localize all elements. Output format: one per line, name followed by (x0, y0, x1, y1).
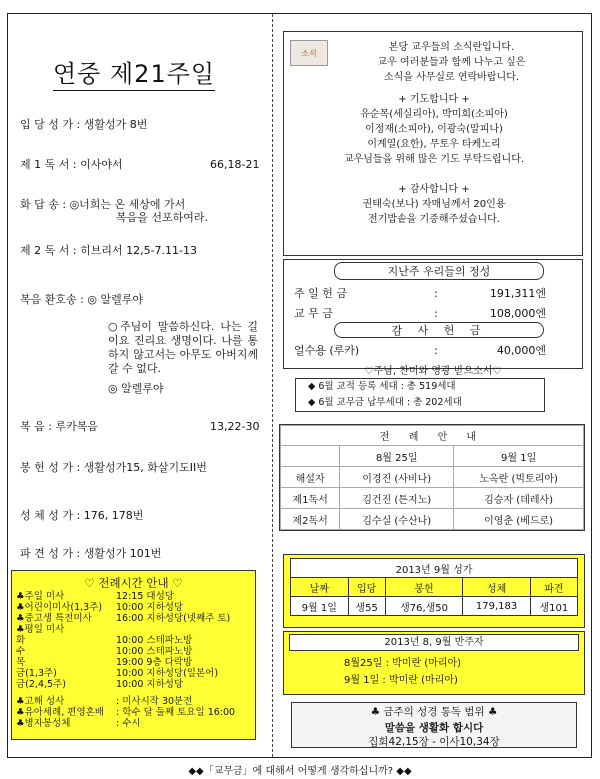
service-person: 노옥란 (빅토리아) (454, 467, 584, 488)
schedule-item: ♣병자봉성체 (16, 718, 71, 729)
hymn-cell: 생55 (348, 597, 385, 616)
schedule-time: 12:15 대성당 (116, 591, 174, 602)
hymn-cell: 179,183 (463, 597, 530, 616)
service-row (281, 467, 584, 488)
schedule-time: 10:00 지하성당 (116, 602, 184, 613)
scripture-range: 집회42,15장 - 이사10,34장 (368, 736, 500, 748)
schedule-line (16, 624, 64, 635)
schedule-time: 10:00 스테파노방 (116, 646, 193, 657)
hymn-cell: 생101 (530, 597, 577, 616)
offering-colon: : (434, 344, 438, 357)
service-guide (279, 424, 585, 531)
service-corner (281, 446, 340, 467)
service-person: 이영춘 (베드로) (454, 509, 584, 530)
offering-label: 교 무 금 (294, 307, 333, 320)
service-table (280, 425, 584, 530)
hymn-header: 파견 (530, 578, 577, 597)
census-box (295, 378, 545, 412)
offering-box (283, 259, 583, 369)
schedule-item: ♣어린이미사(1,3주) (16, 602, 103, 613)
schedule-time: : 수시 (116, 718, 141, 729)
census-line: ◆ 6월 교적 등록 세대 : 총 519세대 (308, 381, 456, 392)
schedule-item: ♣평일 미사 (16, 624, 65, 635)
worship-schedule (11, 570, 256, 740)
news-intro (324, 40, 579, 85)
schedule-item: 금(2,4,5주) (16, 679, 66, 690)
offering-title: 지난주 우리들의 정성 (334, 262, 544, 280)
service-row (281, 488, 584, 509)
first-reading-ref: 66,18-21 (210, 158, 260, 171)
prayer-title: + 기도합니다 + (398, 94, 470, 105)
offertory-hymn (20, 460, 270, 475)
schedule-time: 16:00 지하성당(넷째주 토) (116, 613, 231, 624)
bulletin-frame (7, 13, 592, 758)
scripture-title: ♣ 금주의 성경 통독 범위 ♣ (370, 706, 498, 718)
hymn-title: 2013년 9월 성가 (291, 559, 578, 578)
offering-row (294, 307, 574, 321)
acclamation-value: ◎ 알렐루야 (87, 293, 143, 306)
offering-colon: : (434, 307, 438, 320)
schedule-line (16, 668, 219, 679)
entrance-hymn-value: 생활성가 8번 (83, 118, 148, 131)
news-intro-line: 소식을 사무실로 연락바랍니다. (383, 72, 520, 83)
news-column (273, 14, 593, 757)
offering-colon: : (434, 287, 438, 300)
hymn-header: 입당 (348, 578, 385, 597)
gospel-acclamation (20, 292, 270, 307)
schedule-line (16, 591, 174, 602)
schedule-time: 10:00 지하성당(일본어) (116, 668, 219, 679)
thanks-line: 권태숙(보나) 자매님께서 20인용 (362, 199, 506, 210)
offering-amount: 191,311엔 (489, 287, 546, 300)
schedule-item: 금(1,3주) (16, 668, 57, 679)
special-offering-row (294, 344, 574, 358)
psalm-label: 화 답 송 : (20, 198, 67, 211)
hymn-schedule (283, 554, 585, 628)
schedule-line (16, 707, 236, 718)
service-date: 9월 1일 (454, 446, 584, 467)
second-reading-value: 히브리서 12,5-7.11-13 (80, 244, 197, 257)
hymn-header: 봉헌 (385, 578, 463, 597)
recessional-label: 파 견 성 가 : (20, 547, 81, 560)
schedule-item: 화 (16, 635, 26, 646)
communion-value: 176, 178번 (83, 509, 144, 522)
schedule-item: ♣중고생 특전미사 (16, 613, 92, 624)
schedule-line (16, 696, 193, 707)
service-role: 제2독서 (281, 509, 340, 530)
acclamation-label: 복음 환호송 : (20, 293, 84, 306)
communion-hymn (20, 508, 270, 523)
schedule-item: ♣유아세례, 편영혼배 (16, 707, 104, 718)
thanks-offering-title: 감 사 헌 금 (334, 322, 544, 338)
psalm-line2: 복음을 선포하여라. (116, 211, 209, 224)
hymn-cell: 생76,생50 (385, 597, 463, 616)
responsorial-psalm (20, 197, 270, 212)
offering-row (294, 287, 574, 301)
first-reading (20, 157, 270, 172)
hymn-header: 날짜 (291, 578, 349, 597)
organist-line: 9월 1일 : 박미란 (마리아) (344, 675, 458, 686)
schedule-time: : 미사시작 30분전 (116, 696, 193, 707)
worship-schedule-title: ♡ 전례시간 안내 ♡ (84, 576, 183, 590)
schedule-time: 10:00 스테파노방 (116, 635, 193, 646)
offertory-label: 봉 헌 성 가 : (20, 461, 81, 474)
first-reading-label: 제 1 독 서 : (20, 158, 77, 171)
parish-news-box (283, 31, 583, 256)
second-reading (20, 243, 270, 258)
prayer-line: 이정재(소피아), 이광숙(말피나) (365, 124, 503, 135)
recessional-value: 생활성가 101번 (83, 547, 162, 560)
blessing-line: ♡주님, 찬미와 영광 받으소서♡ (364, 366, 502, 377)
recessional-hymn (20, 546, 270, 561)
hymn-cell: 9월 1일 (291, 597, 349, 616)
schedule-line (16, 718, 141, 729)
gospel-ref: 13,22-30 (210, 420, 260, 433)
first-reading-value: 이사야서 (80, 158, 123, 171)
offering-label: 주 일 헌 금 (294, 287, 347, 300)
special-offering-amount: 40,000엔 (496, 344, 546, 357)
psalm-value: ◎너희는 온 세상에 가서 (69, 198, 186, 211)
schedule-time: 10:00 지하성당 (116, 679, 184, 690)
special-offering-label: 얼수용 (루카) (294, 344, 360, 357)
service-date: 8월 25일 (340, 446, 454, 467)
schedule-time: 19:00 9층 다락방 (116, 657, 193, 668)
communion-label: 성 체 성 가 : (20, 509, 81, 522)
schedule-line (16, 613, 231, 624)
hymn-row (291, 597, 578, 616)
thanks-line: 전기밥솥을 기증해주셨습니다. (368, 214, 500, 225)
hymn-table (290, 558, 578, 616)
prayer-line: 유순목(세실리아), 박미희(소피아) (360, 109, 508, 120)
organist-line: 8월25일 : 박미란 (마리아) (344, 658, 462, 669)
entrance-hymn (20, 117, 270, 132)
prayer-section (284, 92, 584, 167)
service-person: 김건진 (튼지노) (340, 488, 454, 509)
schedule-line (16, 657, 193, 668)
acclamation-verse: ○주님이 말씀하신다. 나는 길이요 진리요 생명이다. 나를 통하지 않고서는 아무도 아버지께 갈 수 없다. (108, 320, 258, 375)
gospel-label: 복 음 : (20, 420, 52, 433)
footer-question: ◆◆「교무금」에 대해서 어떻게 생각하십니까? ◆◆ (188, 766, 412, 777)
hymn-header: 성체 (463, 578, 530, 597)
prayer-line: 이계열(요한), 무토우 타케노리 (367, 139, 501, 150)
news-intro-line: 본당 교우들의 소식란입니다. (388, 42, 515, 53)
schedule-line (16, 679, 184, 690)
schedule-time: : 학수 달 둘째 토요일 16:00 (116, 707, 236, 718)
schedule-line (16, 646, 193, 657)
organist-title: 2013년 8, 9월 반주자 (289, 634, 579, 651)
schedule-item: 수 (16, 646, 26, 657)
schedule-line (16, 635, 193, 646)
gospel (20, 419, 270, 434)
service-person: 김수실 (수산나) (340, 509, 454, 530)
gospel-value: 루카복음 (55, 420, 98, 433)
service-row (281, 509, 584, 530)
thanks-title: + 감사합니다 + (398, 184, 470, 195)
acclamation-alleluia: ◎ 알렐루야 (108, 382, 164, 395)
page-title: 연중 제21주일 (53, 54, 215, 91)
offering-amount: 108,000엔 (489, 307, 546, 320)
news-logo: 소식 (290, 40, 328, 66)
schedule-line (16, 602, 184, 613)
service-role: 제1독서 (281, 488, 340, 509)
entrance-hymn-label: 입 당 성 가 : (20, 118, 81, 131)
thanks-section (284, 182, 584, 227)
scripture-reading-box (291, 702, 577, 748)
census-line: ◆ 6월 교무금 납부세대 : 총 202세대 (308, 397, 462, 408)
prayer-line: 교우님들을 위해 많은 기도 부탁드립니다. (343, 154, 525, 165)
schedule-item: ♣고해 성사 (16, 696, 65, 707)
second-reading-label: 제 2 독 서 : (20, 244, 77, 257)
service-role: 해설자 (281, 467, 340, 488)
scripture-slogan: 말씀을 생활화 합시다 (384, 722, 484, 734)
service-person: 김승자 (데레사) (454, 488, 584, 509)
schedule-item: 목 (16, 657, 26, 668)
organist-schedule (283, 631, 585, 695)
offertory-value: 생활성가15, 화살기도II번 (83, 461, 207, 474)
news-intro-line: 교우 여러분들과 함께 나누고 싶은 (377, 57, 526, 68)
schedule-item: ♣주일 미사 (16, 591, 65, 602)
service-person: 이경진 (사비나) (340, 467, 454, 488)
service-title: 전 례 안 내 (281, 426, 584, 446)
